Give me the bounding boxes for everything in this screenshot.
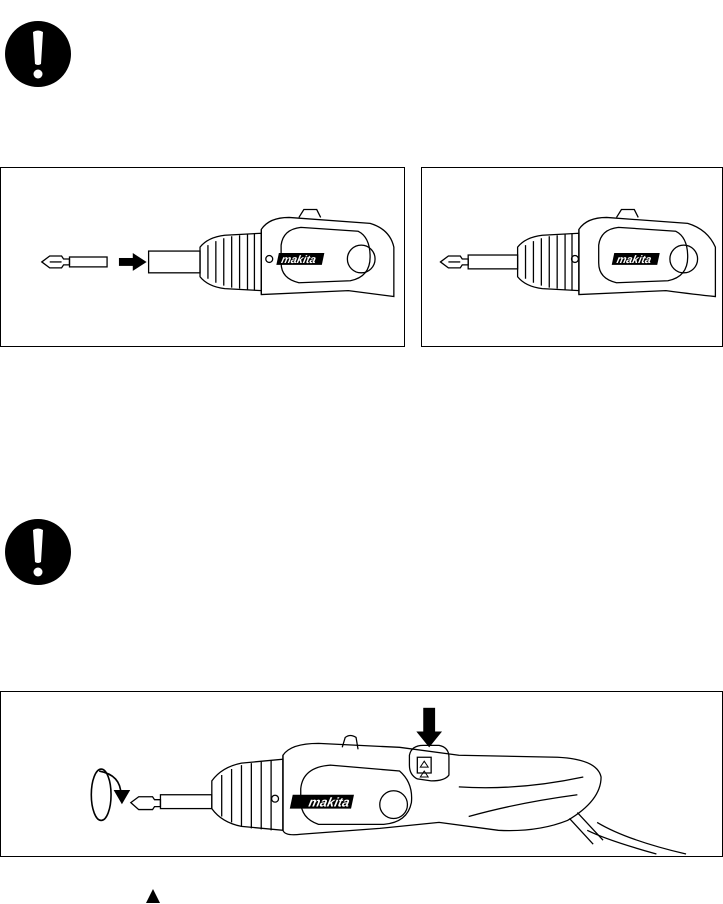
screwdriver-insert-illustration [1, 168, 404, 346]
screwdriver-operation-illustration [1, 692, 722, 856]
figure-bit-inserted [421, 167, 723, 347]
arrow-down-icon [416, 708, 442, 748]
exclamation-circle-icon [4, 20, 72, 88]
warning-icon-1 [4, 20, 72, 88]
screwdriver-inserted-illustration [422, 168, 722, 346]
makita-logo: makita [280, 254, 318, 266]
makita-logo-3: makita [307, 794, 352, 810]
triangle-up-icon [145, 888, 161, 904]
warning-icon-2 [4, 518, 72, 586]
arrow-right-icon [119, 253, 147, 271]
makita-logo-2: makita [615, 254, 653, 266]
figure-insert-bit [0, 167, 405, 347]
rotate-ccw-icon [91, 769, 129, 820]
figure-operation [0, 691, 723, 857]
exclamation-circle-icon [4, 518, 72, 586]
